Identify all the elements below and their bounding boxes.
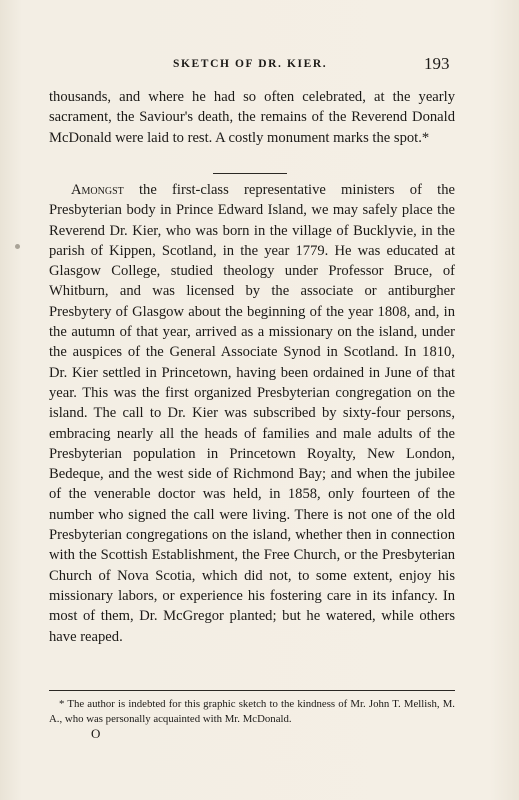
footnote-divider [49, 690, 455, 691]
signature-mark: O [91, 726, 101, 741]
paper-speck [15, 244, 20, 249]
body-paragraph-content [49, 180, 455, 647]
running-head [0, 54, 519, 76]
body-paragraph [49, 180, 455, 647]
continuation-paragraph-text: thousands, and where he had so often celebrated, at the yearly sacrament, the Saviour's death, the remains of the Reverend Donald McDonald were laid to rest. A costly monument marks the spot.* [49, 89, 455, 146]
running-title: SKETCH OF DR. KIER. [173, 58, 328, 70]
footnote: * The author is indebted for this graphic sketch to the kindness of Mr. John T. Mellish, M. A., who was personally acquainted with Mr. McDonald. [49, 698, 455, 725]
lead-in-word: Amongst [71, 182, 124, 198]
continuation-paragraph [49, 87, 455, 148]
body-paragraph-text: the first-class representative ministers of the Presbyterian body in Prince Edward Island, we may safely place the Reverend Dr. Kier, who was born in the village of Bucklyvie, in the parish of Kippen, Scotland, in the year 1779. He was educated at Glasgow College, studied theology under Professor Bruce, of Whitburn, and was licensed by the associate or antiburgher Presbytery of Glasgow about the beginning of the year 1808, and, in the autumn of that year, arrived as a missionary on the island, under the auspices of the General Associate Synod in Scotland. In 1810, Dr. Kier settled in Princetown, having been ordained in June of that year. This was the first organized Presbyterian congregation on the island. The call to Dr. Kier was subscribed by sixty-four persons, embracing nearly all the heads of families and male adults of the Presbyterian population in Princetown Royalty, New London, Bedeque, and the west side of Richmond Bay; and when the jubilee of the venerable doctor was held, in 1858, only fourteen of the number who signed the call were living. There is not one of the old Presbyterian congregations on the island, whether then in connection with the Scottish Establishment, the Free Church, or the Presbyterian Church of Nova Scotia, which did not, to some extent, enjoy his missionary labors, or experience his fostering care in its infancy. In most of them, Dr. McGregor planted; but he watered, while others have reaped. [49, 182, 455, 645]
page-number: 193 [424, 54, 450, 73]
section-divider [213, 173, 287, 174]
